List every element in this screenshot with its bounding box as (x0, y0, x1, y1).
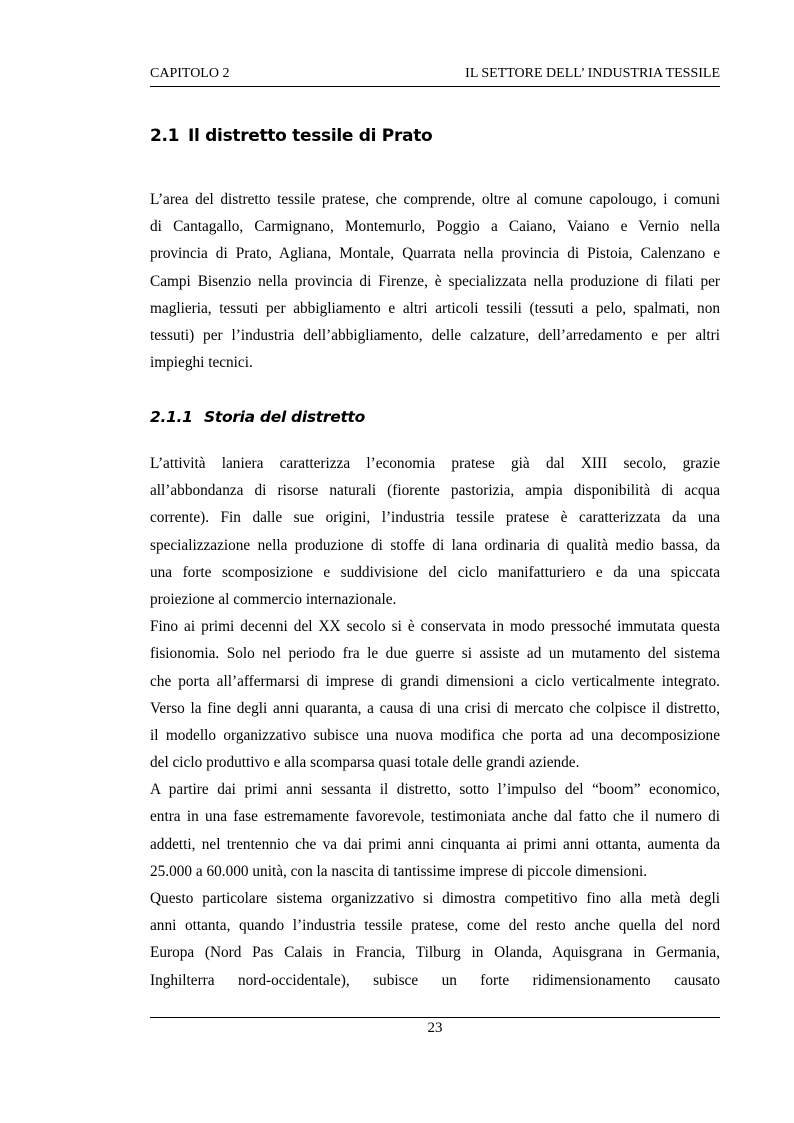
text-line: impieghi tecnici. (150, 354, 253, 372)
subsection-heading (150, 408, 365, 426)
text-line: una forte scomposizione e suddivisione del ciclo manifatturiero e da una spiccata (150, 563, 720, 581)
text-line: tessuti) per l’industria dell’abbigliamento, delle calzature, dell’arredamento e per altri (150, 326, 720, 344)
text-line: di Cantagallo, Carmignano, Montemurlo, Poggio a Caiano, Vaiano e Vernio nella (150, 218, 720, 236)
text-line: corrente). Fin dalle sue origini, l’industria tessile pratese è caratterizzata da una (150, 509, 720, 527)
subsection-title: Storia del distretto (204, 408, 366, 426)
header-rule (150, 86, 720, 87)
text-line: Europa (Nord Pas Calais in Francia, Tilburg in Olanda, Aquisgrana in Germania, (150, 944, 720, 962)
text-line: L’attività laniera caratterizza l’economia pratese già dal XIII secolo, grazie (150, 455, 720, 472)
header-chapter: CAPITOLO 2 (150, 66, 230, 81)
text-line: maglieria, tessuti per abbigliamento e altri articoli tessili (tessuti a pelo, spalmati, non (150, 299, 720, 317)
text-line: il modello organizzativo subisce una nuova modifica che porta ad una decomposizione (150, 726, 720, 744)
text-line: L’area del distretto tessile pratese, che comprende, oltre al comune capolougo, i comuni (150, 191, 720, 208)
text-line: specializzazione nella produzione di stoffe di lana ordinaria di qualità medio bassa, da (150, 536, 720, 554)
running-header (150, 66, 720, 82)
text-line: Questo particolare sistema organizzativo si dimostra competitivo fino alla metà degli (150, 890, 720, 907)
text-line: A partire dai primi anni sessanta il distretto, sotto l’impulso del “boom” economico, (150, 781, 720, 799)
text-line: Inghilterra nord-occidentale), subisce un forte ridimensionamento causato (150, 971, 720, 989)
text-line: fisionomia. Solo nel periodo fra le due guerre si assiste ad un mutamento del sistema (150, 645, 720, 663)
section-heading (150, 126, 432, 146)
text-line: addetti, nel trentennio che va dai primi anni cinquanta ai primi anni ottanta, aumenta da (150, 835, 720, 853)
text-line: anni ottanta, quando l’industria tessile pratese, come del resto anche quella del nord (150, 917, 720, 935)
text-line: Campi Bisenzio nella provincia di Firenze, è specializzata nella produzione di filati per (150, 272, 720, 290)
text-line: provincia di Prato, Agliana, Montale, Quarrata nella provincia di Pistoia, Calenzano e (150, 245, 720, 263)
header-title: IL SETTORE DELL’ INDUSTRIA TESSILE (465, 66, 720, 81)
intro-paragraph (150, 186, 720, 376)
text-line: 25.000 a 60.000 unità, con la nascita di tantissime imprese di piccole dimensioni. (150, 862, 648, 880)
text-line: Verso la fine degli anni quaranta, a causa di una crisi di mercato che colpisce il distretto, (150, 699, 720, 717)
page-number: 23 (427, 1020, 443, 1036)
subsection-number: 2.1.1 (150, 408, 193, 426)
text-line: all’abbondanza di risorse naturali (fiorente pastorizia, ampia disponibilità di acqua (150, 482, 720, 500)
text-line: Fino ai primi decenni del XX secolo si è conservata in modo pressoché immutata questa (150, 618, 720, 636)
footer-rule (150, 1017, 720, 1018)
text-line: entra in una fase estremamente favorevole, testimoniata anche dal fatto che il numero di (150, 808, 720, 826)
section-number: 2.1 (150, 126, 180, 146)
text-line: del ciclo produttivo e alla scomparsa quasi totale delle grandi aziende. (150, 754, 580, 772)
body-text (150, 450, 720, 994)
text-line: che porta all’affermarsi di imprese di grandi dimensioni a ciclo verticalmente integrato. (150, 672, 720, 690)
section-title: Il distretto tessile di Prato (188, 126, 433, 146)
text-line: proiezione al commercio internazionale. (150, 590, 397, 608)
